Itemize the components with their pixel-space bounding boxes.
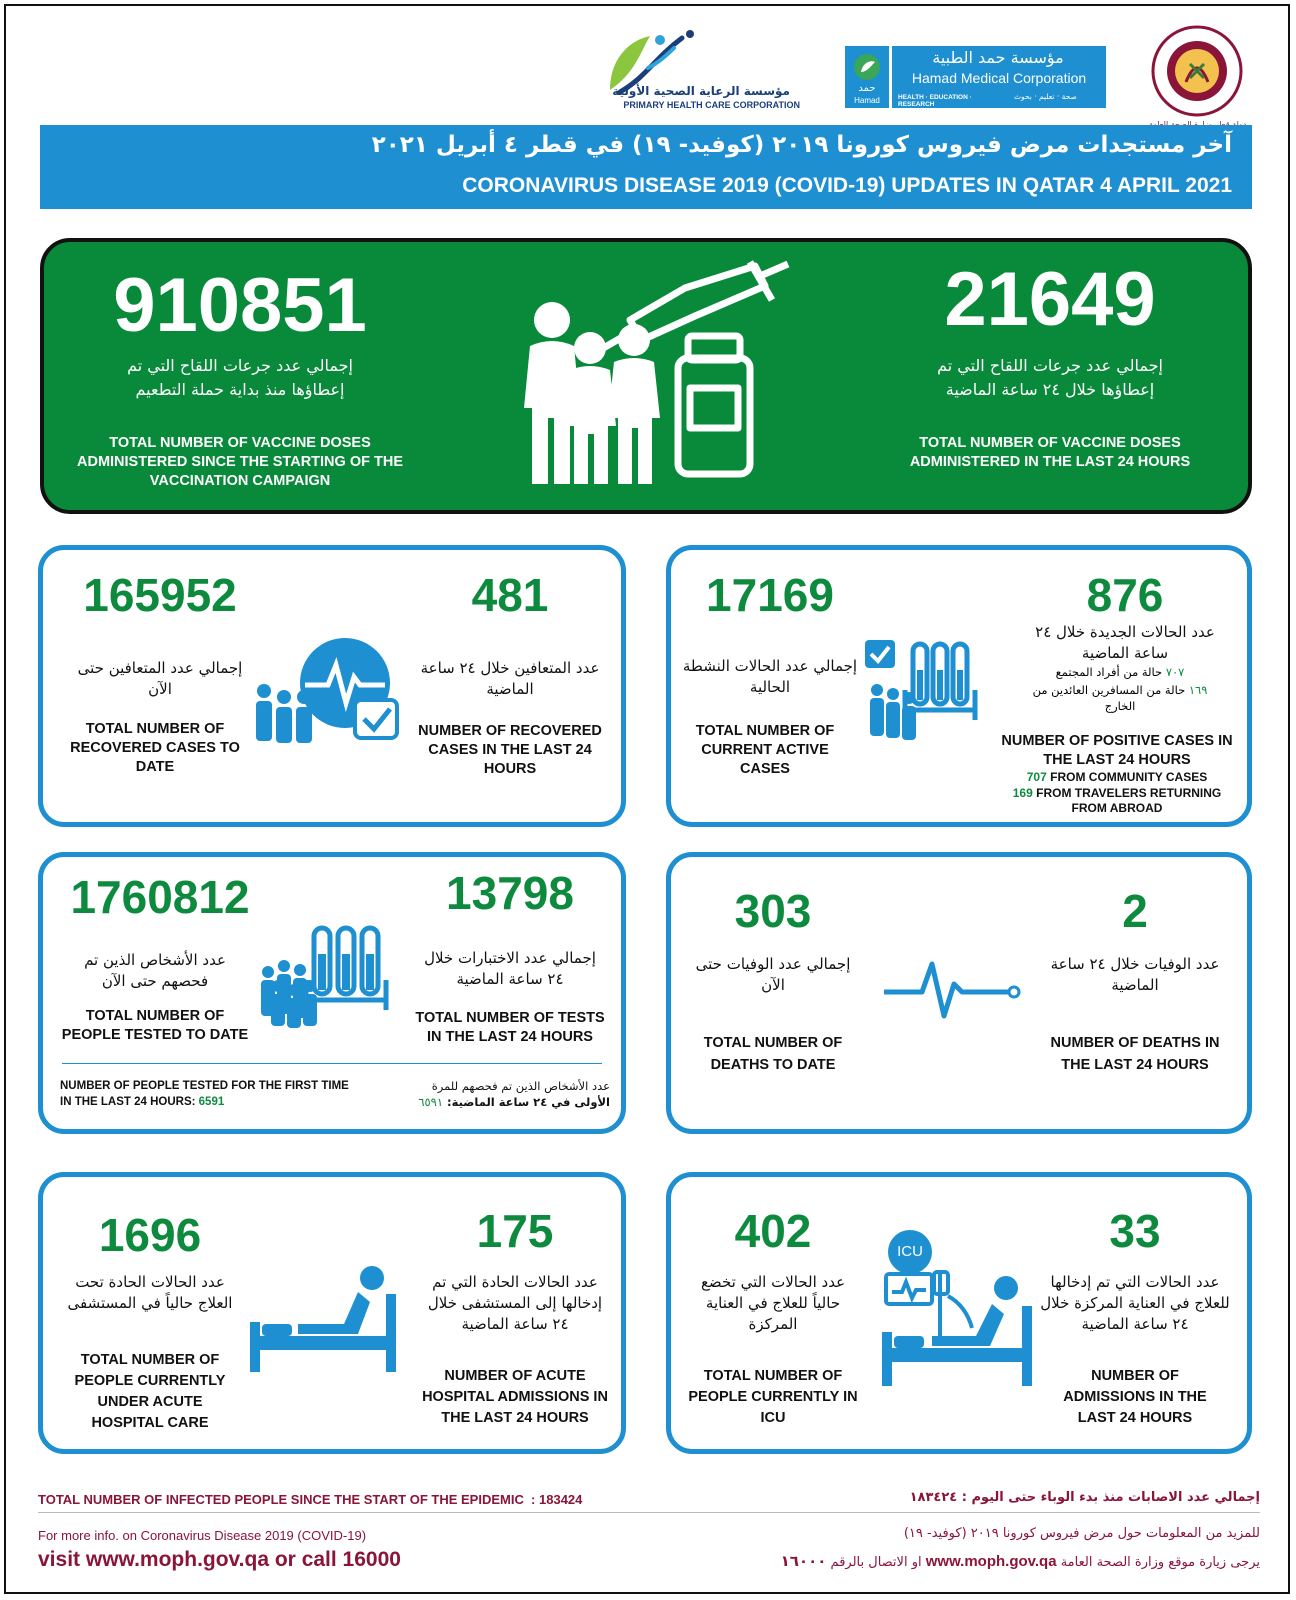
traveler-cases-ar: [1020, 682, 1220, 714]
hospital-current-label-en: TOTAL NUMBER OF PEOPLE CURRENTLY UNDER ACUTE HOSPITAL CARE: [74, 1352, 226, 1431]
icu-admissions-label-ar: عدد الحالات التي تم إدخالها للعلاج في العناية المركزة خلال ٢٤ ساعة الماضية: [1040, 1273, 1230, 1333]
community-cases-text: FROM COMMUNITY CASES: [1050, 770, 1208, 784]
vaccine-last24-label-en: TOTAL NUMBER OF VACCINE DOSES ADMINISTERED IN THE LAST 24 HOURS: [909, 435, 1191, 470]
recovered-last24-value: 481: [471, 569, 549, 621]
community-cases-num: 707: [1026, 770, 1047, 784]
people-tested-value: 1760812: [70, 871, 250, 923]
tests-last24-label-ar: إجمالي عدد الاختبارات خلال ٢٤ ساعة الماضية: [424, 949, 596, 988]
info-ar: للمزيد من المعلومات حول مرض فيروس كورونا ٢٠١٩ (كوفيد- ١٩): [903, 1526, 1260, 1541]
icu-admissions-label-en: NUMBER OF ADMISSIONS IN THE LAST 24 HOURS: [1063, 1368, 1207, 1426]
recovered-last24-label-en: NUMBER OF RECOVERED CASES IN THE LAST 24 HOURS: [418, 723, 602, 777]
deaths-total-value: 303: [734, 885, 812, 937]
people-tested-label-ar: عدد الأشخاص الذين تم فحصهم حتى الآن: [84, 951, 226, 990]
tests-last24-label-en: TOTAL NUMBER OF TESTS IN THE LAST 24 HOURS: [415, 1010, 605, 1045]
community-cases-en: [990, 770, 1244, 784]
vaccination-family-icon: [510, 258, 800, 490]
icu-current-label-ar: عدد الحالات التي تخضع حالياً للعلاج في العناية المركزة: [700, 1273, 846, 1333]
recovered-last24-label-ar: عدد المتعافين خلال ٢٤ ساعة الماضية: [420, 659, 600, 698]
title-ar: آخر مستجدات مرض فيروس كورونا ٢٠١٩ (كوفيد- ١٩) في قطر ٤ أبريل ٢٠٢١: [371, 132, 1232, 158]
hmc-logo: [845, 46, 1105, 108]
title-en: CORONAVIRUS DISEASE 2019 (COVID-19) UPDATES IN QATAR 4 APRIL 2021: [462, 174, 1232, 197]
hmc-leaf-icon: [845, 50, 889, 84]
community-cases-ar-text: حالة من أفراد المجتمع: [1055, 665, 1163, 679]
hmc-tag-ar: صحة · تعليم · بحوث: [1014, 92, 1077, 101]
vaccine-last24-label-ar: إجمالي عدد جرعات اللقاح التي تم إعطاؤها خلال ٢٤ ساعة الماضية: [937, 356, 1163, 399]
phcc-name-en: PRIMARY HEALTH CARE CORPORATION: [623, 100, 800, 110]
hospital-bed-icon: [248, 1262, 398, 1372]
vaccine-total-value: 910851: [113, 263, 367, 348]
test-tubes-check-icon: [865, 640, 985, 750]
recovered-heart-check-icon: [250, 635, 420, 755]
vaccine-total-label-ar: إجمالي عدد جرعات اللقاح التي تم إعطاؤها منذ بداية حملة التطعيم: [127, 356, 353, 399]
first-time-tested-en: [60, 1078, 350, 1110]
hospital-admissions-label-en: NUMBER OF ACUTE HOSPITAL ADMISSIONS IN THE LAST 24 HOURS: [422, 1368, 608, 1426]
people-test-tubes-icon: [258, 924, 398, 1029]
visit-ar-text-b: او الاتصال بالرقم: [826, 1555, 926, 1570]
first-time-ar-a: عدد الأشخاص الذين تم فحصهم للمرة: [431, 1079, 610, 1093]
first-time-ar-num: ٦٥٩١: [418, 1095, 444, 1109]
icu-current-label-en: TOTAL NUMBER OF PEOPLE CURRENTLY IN ICU: [688, 1368, 858, 1426]
traveler-cases-text: FROM TRAVELERS RETURNING FROM ABROAD: [1036, 786, 1222, 815]
flatline-pulse-icon: [882, 952, 1022, 1022]
phcc-logo: [590, 28, 810, 114]
hmc-mark-ar: حمد: [858, 83, 876, 94]
traveler-cases-en: [1000, 786, 1234, 816]
moph-emblem-icon: [1150, 24, 1245, 119]
traveler-cases-num: 169: [1012, 786, 1033, 800]
vaccine-total-label-en: TOTAL NUMBER OF VACCINE DOSES ADMINISTERED SINCE THE STARTING OF THE VACCINATION CAMPAIGN: [77, 435, 403, 489]
recovered-total-label-ar: إجمالي عدد المتعافين حتى الآن: [77, 659, 243, 698]
footer-divider: [38, 1512, 1260, 1513]
deaths-last24-label-ar: عدد الوفيات خلال ٢٤ ساعة الماضية: [1050, 955, 1220, 994]
visit-ar-phone[interactable]: ١٦٠٠٠: [780, 1552, 827, 1570]
vaccine-last24-value: 21649: [944, 257, 1156, 342]
new-cases-label-en: NUMBER OF POSITIVE CASES IN THE LAST 24 HOURS: [1001, 733, 1233, 768]
visit-en[interactable]: visit www.moph.gov.qa or call 16000: [38, 1548, 401, 1571]
community-cases-ar-num: ٧٠٧: [1165, 665, 1185, 679]
first-time-num: 6591: [198, 1096, 225, 1108]
deaths-total-label-ar: إجمالي عدد الوفيات حتى الآن: [695, 955, 851, 994]
deaths-total-label-en: TOTAL NUMBER OF DEATHS TO DATE: [703, 1035, 843, 1073]
deaths-last24-value: 2: [1122, 885, 1148, 937]
icu-badge-text: ICU: [897, 1243, 923, 1260]
hmc-name-box: [892, 46, 1106, 108]
hmc-name-en: Hamad Medical Corporation: [911, 70, 1087, 86]
hospital-admissions-value: 175: [476, 1205, 554, 1257]
infected-total-en: TOTAL NUMBER OF INFECTED PEOPLE SINCE THE START OF THE EPIDEMIC : 183424: [38, 1492, 583, 1507]
tests-divider: [62, 1063, 602, 1064]
visit-ar[interactable]: [700, 1552, 1260, 1570]
hospital-current-label-ar: عدد الحالات الحادة تحت العلاج حالياً في المستشفى: [67, 1273, 233, 1312]
icu-current-value: 402: [734, 1205, 812, 1257]
hmc-mark: [845, 46, 889, 108]
first-time-text-b: FIRST: [284, 1080, 319, 1092]
info-en: For more info. on Coronavirus Disease 2019 (COVID-19): [38, 1528, 367, 1543]
first-time-ar-b: الأولى في ٢٤ ساعة الماضية:: [443, 1095, 610, 1109]
first-time-text-a: NUMBER OF PEOPLE TESTED FOR THE: [60, 1080, 285, 1092]
hmc-tag-en: HEALTH · EDUCATION · RESEARCH: [898, 94, 972, 108]
new-cases-value: 876: [1086, 569, 1164, 621]
hospital-admissions-label-ar: عدد الحالات الحادة التي تم إدخالها إلى المستشفى خلال ٢٤ ساعة الماضية: [427, 1273, 603, 1333]
people-tested-label-en: TOTAL NUMBER OF PEOPLE TESTED TO DATE: [61, 1008, 249, 1043]
moph-emblem: [1150, 24, 1245, 119]
icu-bed-monitor-icon: [876, 1266, 1036, 1386]
tests-last24-value: 13798: [446, 867, 574, 919]
icu-admissions-value: 33: [1109, 1205, 1161, 1257]
hmc-name-ar: مؤسسة حمد الطبية: [932, 48, 1064, 67]
visit-ar-text-a: يرجى زيارة موقع وزارة الصحة العامة: [1056, 1555, 1260, 1570]
active-cases-value: 17169: [706, 569, 834, 621]
active-cases-label-ar: إجمالي عدد الحالات النشطة الحالية: [682, 657, 858, 696]
first-time-tested-ar: [360, 1078, 610, 1110]
deaths-last24-label-en: NUMBER OF DEATHS IN THE LAST 24 HOURS: [1050, 1035, 1220, 1073]
active-cases-label-en: TOTAL NUMBER OF CURRENT ACTIVE CASES: [695, 723, 835, 777]
infected-total-ar: إجمالي عدد الاصابات منذ بدء الوباء حتى اليوم : ١٨٣٤٢٤: [909, 1490, 1260, 1505]
first-time-text-c: TIME IN THE LAST 24 HOURS:: [60, 1080, 349, 1108]
recovered-total-label-en: TOTAL NUMBER OF RECOVERED CASES TO DATE: [70, 721, 240, 775]
community-cases-ar: [1010, 665, 1230, 679]
phcc-name-ar: مؤسسة الرعاية الصحية الأولية: [612, 84, 790, 98]
new-cases-label-ar: عدد الحالات الجديدة خلال ٢٤ ساعة الماضية: [1035, 623, 1215, 662]
hmc-mark-en: Hamad: [854, 96, 880, 105]
recovered-total-value: 165952: [83, 569, 237, 621]
visit-ar-url[interactable]: www.moph.gov.qa: [925, 1553, 1057, 1570]
traveler-cases-ar-text: حالة من المسافرين العائدين من الخارج: [1032, 683, 1186, 713]
hospital-current-value: 1696: [98, 1209, 202, 1261]
traveler-cases-ar-num: ١٦٩: [1188, 683, 1208, 697]
